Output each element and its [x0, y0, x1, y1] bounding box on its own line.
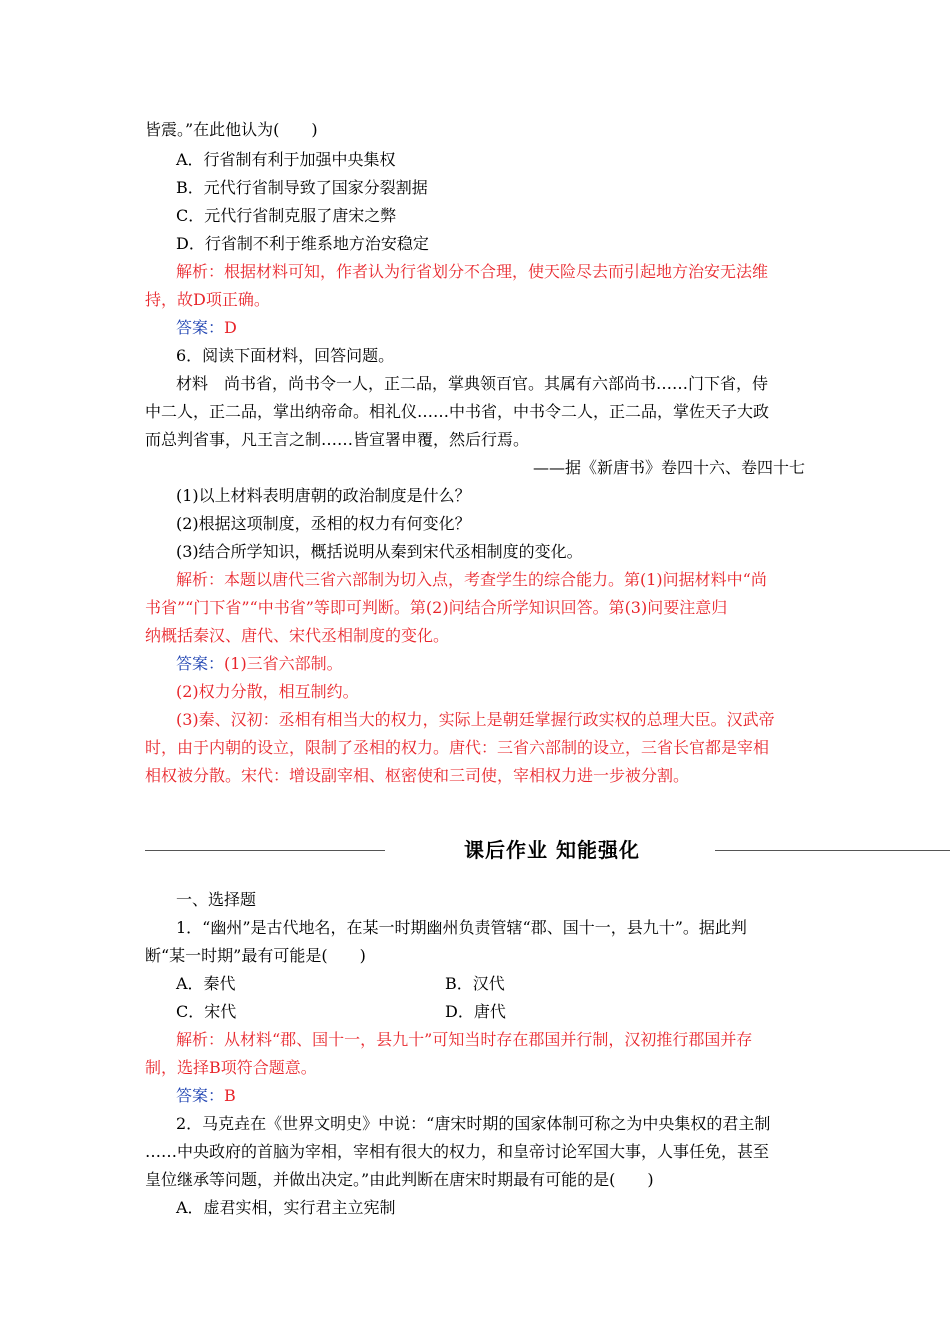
q5-option-a: A．行省制有利于加强中央集权 — [176, 150, 396, 169]
answer-label: 答案： — [176, 654, 225, 673]
q5-analysis-line-2: 持，故D项正确。 — [145, 290, 270, 309]
hq1-option-d: D．唐代 — [445, 1002, 506, 1021]
q6-subquestion-2: (2)根据这项制度，丞相的权力有何变化？ — [176, 514, 471, 533]
section-rule-right — [715, 850, 950, 851]
q6-answer-line-1 — [176, 654, 343, 674]
hq2-stem-line-3: 皇位继承等问题，并做出决定。”由此判断在唐宋时期最有可能的是( ) — [145, 1170, 654, 1189]
hq1-option-b: B．汉代 — [445, 974, 505, 993]
q6-answer-line-3b: 时，由于内朝的设立，限制了丞相的权力。唐代：三省六部制的设立，三省长官都是宰相 — [145, 738, 770, 757]
hq1-stem-line-1: 1．“幽州”是古代地名，在某一时期幽州负责管辖“郡、国十一，县九十”。据此判 — [176, 918, 747, 937]
answer-label: 答案： — [176, 1086, 225, 1105]
hq1-analysis-line-1: 解析：从材料“郡、国十一，县九十”可知当时存在郡国并行制，汉初推行郡国并存 — [176, 1030, 753, 1049]
q6-answer-line-2: (2)权力分散，相互制约。 — [176, 682, 359, 701]
q6-analysis-line-1: 解析：本题以唐代三省六部制为切入点，考查学生的综合能力。第(1)问据材料中“尚 — [176, 570, 767, 589]
hq2-option-a: A．虚君实相，实行君主立宪制 — [176, 1198, 396, 1217]
hq2-stem-line-1: 2．马克垚在《世界文明史》中说：“唐宋时期的国家体制可称之为中央集权的君主制 — [176, 1114, 771, 1133]
hq1-option-a: A．秦代 — [176, 974, 236, 993]
q5-stem-tail: 皆震。”在此他认为( ) — [145, 120, 318, 139]
q6-material-line-1: 材料 尚书省，尚书令一人，正二品，掌典领百官。其属有六部尚书……门下省，侍 — [176, 374, 769, 393]
section-header — [145, 836, 810, 864]
q6-analysis-line-3: 纳概括秦汉、唐代、宋代丞相制度的变化。 — [145, 626, 450, 645]
q6-analysis-line-2: 书省”“门下省”“中书省”等即可判断。第(2)问结合所学知识回答。第(3)问要注意归 — [145, 598, 728, 617]
section-rule-left — [145, 850, 385, 851]
answer-label: 答案： — [176, 318, 225, 337]
hq1-analysis-line-2: 制，选择B项符合题意。 — [145, 1058, 317, 1077]
hq1-answer — [176, 1086, 236, 1106]
q6-stem: 6．阅读下面材料，回答问题。 — [176, 346, 395, 365]
q5-analysis-line-1: 解析：根据材料可知，作者认为行省划分不合理，使天险尽去而引起地方治安无法维 — [176, 262, 769, 281]
answer-value: D — [224, 318, 237, 337]
answer-value: (1)三省六部制。 — [224, 654, 343, 673]
section-title: 课后作业 知能强化 — [464, 838, 640, 862]
hq1-option-c: C．宋代 — [176, 1002, 237, 1021]
q5-option-d: D．行省制不利于维系地方治安稳定 — [176, 234, 429, 253]
q6-answer-line-3c: 相权被分散。宋代：增设副宰相、枢密使和三司使，宰相权力进一步被分割。 — [145, 766, 690, 785]
q6-subquestion-3: (3)结合所学知识，概括说明从秦到宋代丞相制度的变化。 — [176, 542, 583, 561]
q6-answer-line-3a: (3)秦、汉初：丞相有相当大的权力，实际上是朝廷掌握行政实权的总理大臣。汉武帝 — [176, 710, 775, 729]
q5-answer — [176, 318, 237, 338]
q6-material-line-3: 而总判省事，凡王言之制……皆宣署申覆，然后行焉。 — [145, 430, 530, 449]
q6-material-line-2: 中二人，正二品，掌出纳帝命。相礼仪……中书省，中书令二人，正二品，掌佐天子大政 — [145, 402, 770, 421]
answer-value: B — [224, 1086, 236, 1105]
q6-subquestion-1: (1)以上材料表明唐朝的政治制度是什么？ — [176, 486, 471, 505]
q5-option-c: C．元代行省制克服了唐宋之弊 — [176, 206, 397, 225]
part-label: 一、选择题 — [176, 890, 257, 909]
q5-option-b: B．元代行省制导致了国家分裂割据 — [176, 178, 428, 197]
hq2-stem-line-2: ……中央政府的首脑为宰相，宰相有很大的权力，和皇帝讨论军国大事，人事任免，甚至 — [145, 1142, 770, 1161]
q6-source: ——据《新唐书》卷四十六、卷四十七 — [532, 458, 805, 477]
hq1-stem-line-2: 断“某一时期”最有可能是( ) — [145, 946, 366, 965]
